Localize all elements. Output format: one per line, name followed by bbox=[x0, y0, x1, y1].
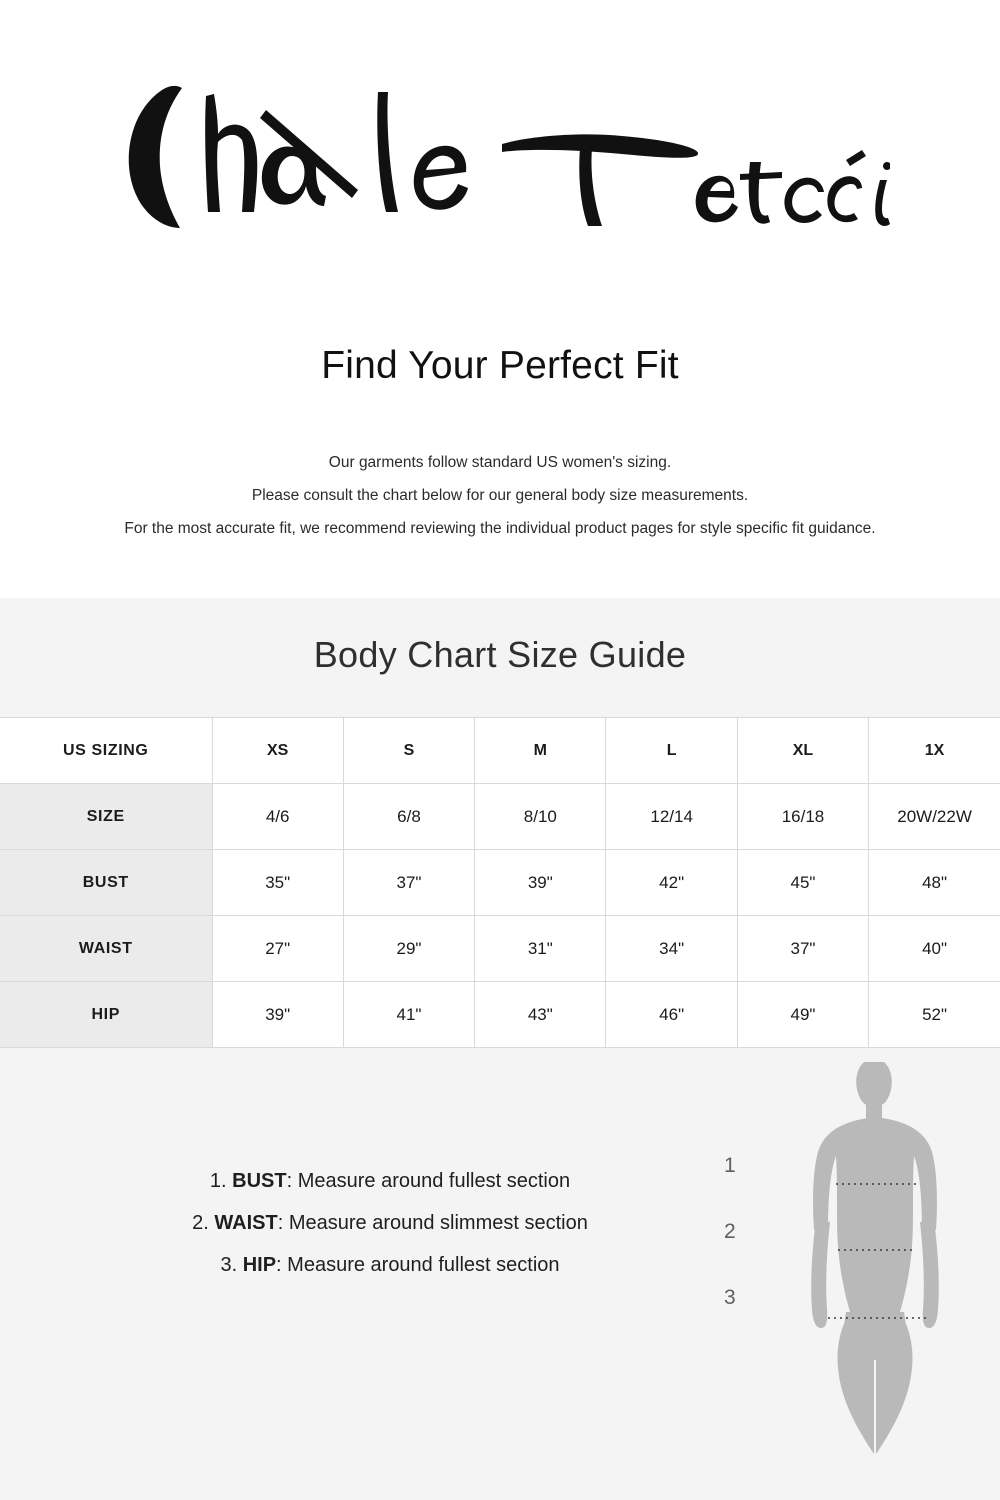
column-header-l: L bbox=[606, 718, 737, 784]
instruction-bust-term: BUST bbox=[232, 1170, 287, 1192]
intro-line-2: Please consult the chart below for our general body size measurements. bbox=[251, 487, 749, 504]
table-row bbox=[0, 850, 1000, 916]
cell-size-s: 6/8 bbox=[343, 784, 474, 850]
cell-waist-m: 31" bbox=[475, 916, 606, 982]
column-header-xl: XL bbox=[737, 718, 868, 784]
instruction-bust-number: 1. bbox=[209, 1170, 227, 1192]
row-header-size: SIZE bbox=[0, 784, 212, 850]
cell-hip-xl: 49" bbox=[737, 982, 868, 1048]
page-title: Find Your Perfect Fit bbox=[321, 344, 679, 387]
cell-bust-l: 42" bbox=[606, 850, 737, 916]
cell-waist-l: 34" bbox=[606, 916, 737, 982]
female-silhouette-icon bbox=[780, 1060, 980, 1460]
table-row bbox=[0, 982, 1000, 1048]
cell-hip-1x: 52" bbox=[869, 982, 1000, 1048]
cell-hip-xs: 39" bbox=[212, 982, 343, 1048]
cell-size-m: 8/10 bbox=[475, 784, 606, 850]
size-chart-table bbox=[0, 717, 1000, 1048]
column-header-m: M bbox=[475, 718, 606, 784]
instruction-waist bbox=[0, 1202, 780, 1244]
body-figure bbox=[724, 1060, 1000, 1460]
cell-size-xs: 4/6 bbox=[212, 784, 343, 850]
figure-marker-2: 2 bbox=[724, 1220, 736, 1243]
cell-bust-m: 39" bbox=[475, 850, 606, 916]
column-header-s: S bbox=[343, 718, 474, 784]
cell-bust-1x: 48" bbox=[869, 850, 1000, 916]
intro-text bbox=[0, 446, 1000, 545]
instruction-waist-text: : Measure around slimmest section bbox=[277, 1212, 588, 1234]
intro-line-3: For the most accurate fit, we recommend reviewing the individual product pages for style specific fit guidance. bbox=[124, 520, 876, 537]
size-guide-title: Body Chart Size Guide bbox=[313, 634, 687, 675]
instruction-bust-text: : Measure around fullest section bbox=[286, 1170, 571, 1192]
table-row bbox=[0, 916, 1000, 982]
row-header-hip: HIP bbox=[0, 982, 212, 1048]
cell-bust-xl: 45" bbox=[737, 850, 868, 916]
column-header-xs: XS bbox=[212, 718, 343, 784]
cell-hip-l: 46" bbox=[606, 982, 737, 1048]
instruction-waist-term: WAIST bbox=[214, 1212, 278, 1234]
cell-size-xl: 16/18 bbox=[737, 784, 868, 850]
cell-bust-s: 37" bbox=[343, 850, 474, 916]
cell-size-l: 12/14 bbox=[606, 784, 737, 850]
row-header-bust: BUST bbox=[0, 850, 212, 916]
cell-waist-xl: 37" bbox=[737, 916, 868, 982]
chalet-logo-icon bbox=[110, 62, 890, 252]
table-header-row bbox=[0, 718, 1000, 784]
cell-waist-1x: 40" bbox=[869, 916, 1000, 982]
column-header-us-sizing: US SIZING bbox=[0, 718, 212, 784]
figure-marker-1: 1 bbox=[724, 1154, 736, 1177]
cell-bust-xs: 35" bbox=[212, 850, 343, 916]
cell-waist-xs: 27" bbox=[212, 916, 343, 982]
brand-logo bbox=[0, 0, 1000, 252]
row-header-waist: WAIST bbox=[0, 916, 212, 982]
instruction-waist-number: 2. bbox=[192, 1212, 209, 1234]
figure-marker-3: 3 bbox=[724, 1286, 736, 1309]
cell-hip-s: 41" bbox=[343, 982, 474, 1048]
instruction-hip bbox=[0, 1244, 780, 1286]
cell-size-1x: 20W/22W bbox=[869, 784, 1000, 850]
instruction-hip-term: HIP bbox=[242, 1254, 277, 1276]
column-header-1x: 1X bbox=[869, 718, 1000, 784]
instruction-hip-number: 3. bbox=[220, 1254, 238, 1276]
table-row bbox=[0, 784, 1000, 850]
intro-line-1: Our garments follow standard US women's sizing. bbox=[328, 454, 672, 471]
measuring-instructions bbox=[0, 1160, 780, 1286]
cell-hip-m: 43" bbox=[475, 982, 606, 1048]
instruction-bust bbox=[0, 1160, 780, 1202]
cell-waist-s: 29" bbox=[343, 916, 474, 982]
instruction-hip-text: : Measure around fullest section bbox=[276, 1254, 560, 1276]
